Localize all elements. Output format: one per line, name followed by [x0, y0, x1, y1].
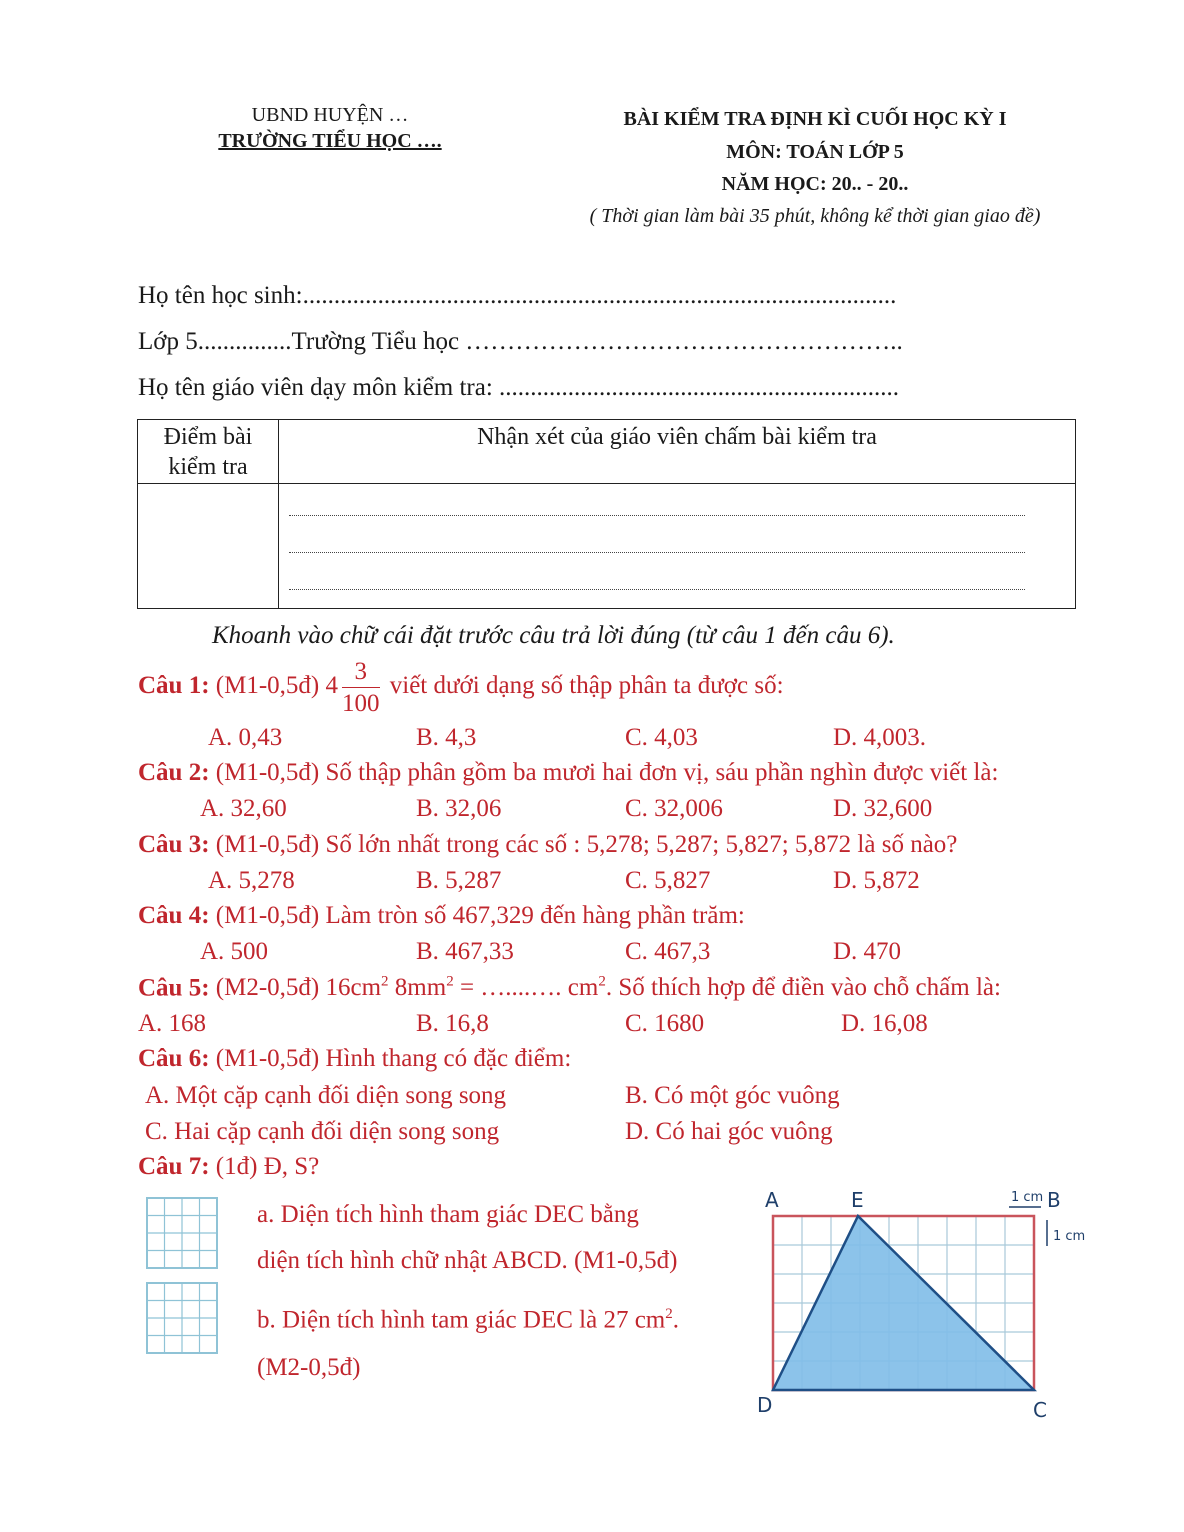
q2-label: Câu 2: — [138, 759, 210, 786]
comment-dotline-2 — [289, 552, 1025, 553]
q1-text: viết dưới dạng số thập phân ta được số: — [389, 672, 784, 699]
q2-text: (M1-0,5đ) Số thập phân gồm ba mươi hai đơn vị, sáu phần nghìn được viết là: — [215, 759, 999, 786]
comment-dotline-3 — [289, 589, 1025, 590]
grade-table — [137, 419, 1076, 609]
question-6 — [138, 1045, 571, 1073]
q4-option-b[interactable]: B. 467,33 — [416, 938, 514, 965]
exam-subject: MÔN: TOÁN LỚP 5 — [726, 141, 904, 163]
grade-header — [138, 420, 279, 484]
q1-option-d[interactable]: D. 4,003. — [833, 724, 927, 751]
answer-box-a[interactable] — [146, 1197, 218, 1269]
exam-time-note: ( Thời gian làm bài 35 phút, không kể thời gian giao đề) — [589, 205, 1041, 227]
header-school: TRƯỜNG TIỂU HỌC …. — [218, 130, 442, 152]
class-school-line: Lớp 5...............Trường Tiểu học …………………………………………….. — [138, 328, 903, 355]
q5-text: (M2-0,5đ) $16cm^2$ $8mm^2$ = …....…. $cm^2$. Số thích hợp để điền vào chỗ chấm là: — [215, 974, 1001, 1002]
q7-label: Câu 7: — [138, 1153, 210, 1180]
q7-text: (1đ) Đ, S? — [215, 1153, 320, 1180]
q7-item-a-line2: diện tích hình chữ nhật ABCD. (M1-0,5đ) — [257, 1247, 678, 1274]
question-2 — [138, 759, 998, 787]
q7-item-b-line2: (M2-0,5đ) — [257, 1354, 361, 1381]
q1-fraction — [342, 659, 380, 716]
q1-num: 3 — [342, 659, 380, 688]
q2-option-a[interactable]: A. 32,60 — [200, 795, 287, 822]
q6-option-b[interactable]: B. Có một góc vuông — [625, 1082, 840, 1109]
q4-option-d[interactable]: D. 470 — [833, 938, 902, 965]
q6-label: Câu 6: — [138, 1045, 210, 1072]
q6-option-a[interactable]: A. Một cặp cạnh đối diện song song — [145, 1082, 507, 1109]
question-4 — [138, 902, 745, 930]
q1-option-c[interactable]: C. 4,03 — [625, 724, 698, 751]
q4-label: Câu 4: — [138, 902, 210, 929]
scale-horizontal: 1 cm — [1011, 1190, 1044, 1205]
q2-option-c[interactable]: C. 32,006 — [625, 795, 723, 822]
scale-vertical: 1 cm — [1053, 1229, 1086, 1244]
q4-option-a[interactable]: A. 500 — [200, 938, 269, 965]
q2-option-d[interactable]: D. 32,600 — [833, 795, 933, 822]
q5-label: Câu 5: — [138, 974, 210, 1002]
q1-option-a[interactable]: A. 0,43 — [208, 724, 283, 751]
q6-option-d[interactable]: D. Có hai góc vuông — [625, 1118, 833, 1145]
q3-option-c[interactable]: C. 5,827 — [625, 867, 711, 894]
student-name-line: Họ tên học sinh:............................................................................................... — [138, 282, 897, 309]
label-d: D — [757, 1393, 773, 1417]
q2-option-b[interactable]: B. 32,06 — [416, 795, 502, 822]
q1-level: (M1-0,5đ) — [215, 672, 320, 699]
q6-text: (M1-0,5đ) Hình thang có đặc điểm: — [215, 1045, 572, 1072]
question-1 — [138, 656, 784, 716]
rectangle-triangle-figure — [745, 1180, 1105, 1430]
instruction: Khoanh vào chữ cái đặt trước câu trả lời đúng (từ câu 1 đến câu 6). — [212, 622, 895, 649]
q1-label: Câu 1: — [138, 672, 210, 699]
q6-option-c[interactable]: C. Hai cặp cạnh đối diện song song — [145, 1118, 500, 1145]
teacher-name-line: Họ tên giáo viên dạy môn kiểm tra: ................................................................ — [138, 374, 900, 401]
q1-whole: 4 — [325, 672, 339, 699]
exam-title: BÀI KIỂM TRA ĐỊNH KÌ CUỐI HỌC KỲ I — [623, 108, 1007, 130]
q5-option-b[interactable]: B. 16,8 — [416, 1010, 489, 1037]
q4-option-c[interactable]: C. 467,3 — [625, 938, 711, 965]
header-district: UBND HUYỆN … — [251, 104, 409, 126]
grade-header-text: Điểm bài kiểm tra — [163, 424, 253, 480]
answer-box-b[interactable] — [146, 1282, 218, 1354]
question-7 — [138, 1153, 319, 1181]
comment-header: Nhận xét của giáo viên chấm bài kiểm tra — [279, 420, 1076, 484]
comment-dotline-1 — [289, 515, 1025, 516]
q7-item-a-line1: a. Diện tích hình tham giác DEC bằng — [257, 1201, 639, 1228]
q3-label: Câu 3: — [138, 831, 210, 858]
question-3 — [138, 831, 957, 859]
q5-option-d[interactable]: D. 16,08 — [841, 1010, 928, 1037]
label-b: B — [1047, 1188, 1061, 1212]
q3-option-d[interactable]: D. 5,872 — [833, 867, 920, 894]
q7-item-b-line1: b. Diện tích hình tam giác DEC là 27 $cm^2$. — [257, 1306, 679, 1334]
q3-text: (M1-0,5đ) Số lớn nhất trong các số : 5,278; 5,287; 5,827; 5,872 là số nào? — [215, 831, 958, 858]
q4-text: (M1-0,5đ) Làm tròn số 467,329 đến hàng phần trăm: — [215, 902, 745, 929]
label-e: E — [851, 1188, 864, 1212]
question-5 — [138, 974, 1001, 1002]
exam-year: NĂM HỌC: 20.. - 20.. — [721, 173, 909, 195]
grade-cell[interactable] — [138, 484, 279, 609]
q3-option-b[interactable]: B. 5,287 — [416, 867, 502, 894]
q3-option-a[interactable]: A. 5,278 — [208, 867, 295, 894]
q1-option-b[interactable]: B. 4,3 — [416, 724, 477, 751]
q5-option-a[interactable]: A. 168 — [138, 1010, 207, 1037]
q5-option-c[interactable]: C. 1680 — [625, 1010, 705, 1037]
label-a: A — [765, 1188, 779, 1212]
label-c: C — [1033, 1398, 1047, 1422]
q1-den: 100 — [342, 689, 380, 717]
